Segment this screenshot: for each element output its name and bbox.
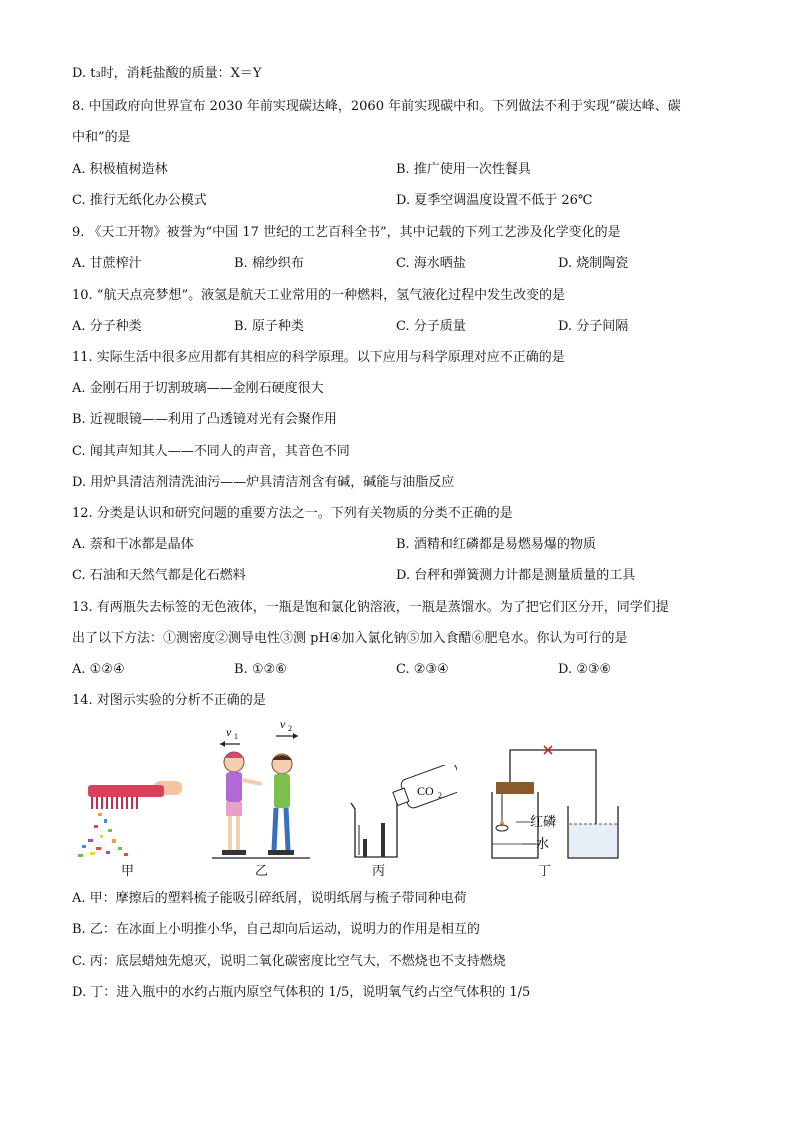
v2-subscript: 2: [288, 724, 292, 733]
q12-option-b: B. 酒精和红磷都是易燃易爆的物质: [396, 537, 596, 552]
q9-option-c: C. 海水晒盐: [396, 256, 466, 271]
caption-ding: 丁: [538, 864, 552, 879]
co2-label: CO: [417, 784, 434, 798]
q13-stem-line2: 出了以下方法：①测密度②测导电性③测 pH④加入氯化钠⑤加入食醋⑥肥皂水。你认为可行的是: [72, 631, 628, 646]
beaker: [351, 803, 397, 857]
q11-option-b: B. 近视眼镜——利用了凸透镜对光有会聚作用: [72, 412, 337, 427]
girl-arm: [242, 780, 262, 784]
q10-option-b: B. 原子种类: [234, 319, 304, 334]
q14-stem: 14. 对图示实验的分析不正确的是: [72, 693, 266, 708]
q11-stem: 11. 实际生活中很多应用都有其相应的科学原理。以下应用与科学原理对应不正确的是: [72, 350, 565, 365]
q10-option-c: C. 分子质量: [396, 319, 466, 334]
girl-skates: [222, 850, 246, 855]
jar-stopper: [496, 782, 534, 794]
beaker-water: [569, 824, 617, 857]
q13-stem-line1: 13. 有两瓶失去标签的无色液体，一瓶是饱和氯化钠溶液，一瓶是蒸馏水。为了把它们区分开，同学们提: [72, 600, 669, 615]
caption-jia: 甲: [121, 864, 135, 879]
v1-subscript: 1: [234, 732, 238, 741]
q11-option-c: C. 闻其声知其人——不同人的声音，其音色不同: [72, 444, 350, 459]
q12-stem: 12. 分类是认识和研究问题的重要方法之一。下列有关物质的分类不正确的是: [72, 506, 513, 521]
water-label: 水: [536, 837, 550, 852]
comb-spine: [88, 785, 164, 797]
q9-stem: 9. 《天工开物》被誉为“中国 17 世纪的工艺百科全书”，其中记载的下列工艺涉及化学变化的是: [72, 225, 621, 240]
q8-option-d: D. 夏季空调温度设置不低于 26℃: [396, 193, 593, 208]
q13-option-d: D. ②③⑥: [558, 662, 612, 677]
q8-stem-line1: 8. 中国政府向世界宣布 2030 年前实现碳达峰，2060 年前实现碳中和。下列做法不利于实现“碳达峰、碳: [72, 99, 681, 114]
q9-option-a: A. 甘蔗榨汁: [72, 256, 142, 271]
q13-option-c: C. ②③④: [396, 662, 449, 677]
upper-candle: [381, 823, 385, 857]
q8-option-b: B. 推广使用一次性餐具: [396, 162, 531, 177]
lower-candle: [363, 839, 367, 857]
q8-stem-line2: 中和”的是: [72, 130, 131, 145]
v1-label: v: [226, 725, 232, 739]
q10-stem: 10. “航天点亮梦想”。液氢是航天工业常用的一种燃料，氢气液化过程中发生改变的是: [72, 288, 566, 303]
q12-option-c: C. 石油和天然气都是化石燃料: [72, 568, 246, 583]
q12-option-d: D. 台秤和弹簧测力计都是测量质量的工具: [396, 568, 636, 583]
boy-skates: [268, 850, 294, 855]
q10-option-d: D. 分子间隔: [558, 319, 629, 334]
caption-yi: 乙: [255, 864, 269, 879]
q13-option-b: B. ①②⑥: [234, 662, 287, 677]
caption-bing: 丙: [372, 864, 386, 879]
figure-bing-co2: [345, 765, 457, 865]
q11-option-a: A. 金刚石用于切割玻璃——金刚石硬度很大: [72, 381, 324, 396]
paper-bits: [78, 813, 128, 857]
q13-option-a: A. ①②④: [72, 662, 125, 677]
figure-ding-phosphorus: [472, 740, 622, 865]
co2-subscript: 2: [438, 791, 442, 800]
q7-option-d: D. t₃时，消耗盐酸的质量：X＝Y: [72, 66, 262, 81]
v2-label: v: [280, 720, 286, 731]
q8-option-c: C. 推行无纸化办公模式: [72, 193, 207, 208]
girl-body: [226, 772, 242, 802]
q14-option-d: D. 丁：进入瓶中的水约占瓶内原空气体积的 1/5，说明氧气约占空气体积的 1/5: [72, 985, 531, 1000]
q14-option-c: C. 丙：底层蜡烛先熄灭，说明二氧化碳密度比空气大，不燃烧也不支持燃烧: [72, 954, 506, 969]
figure-yi-skaters: [212, 720, 312, 865]
q10-option-a: A. 分子种类: [72, 319, 142, 334]
q9-option-d: D. 烧制陶瓷: [558, 256, 629, 271]
q14-option-b: B. 乙：在冰面上小明推小华，自己却向后运动，说明力的作用是相互的: [72, 922, 480, 937]
q8-option-a: A. 积极植树造林: [72, 162, 168, 177]
q9-option-b: B. 棉纱织布: [234, 256, 304, 271]
boy-body: [274, 774, 290, 808]
figure-jia-comb: [74, 775, 184, 860]
q14-option-a: A. 甲：摩擦后的塑料梳子能吸引碎纸屑，说明纸屑与梳子带同种电荷: [72, 891, 467, 906]
red-phosphorus-label: 红磷: [530, 815, 557, 830]
q12-option-a: A. 萘和干冰都是晶体: [72, 537, 194, 552]
q11-option-d: D. 用炉具清洁剂清洗油污——炉具清洁剂含有碱，碱能与油脂反应: [72, 475, 455, 490]
